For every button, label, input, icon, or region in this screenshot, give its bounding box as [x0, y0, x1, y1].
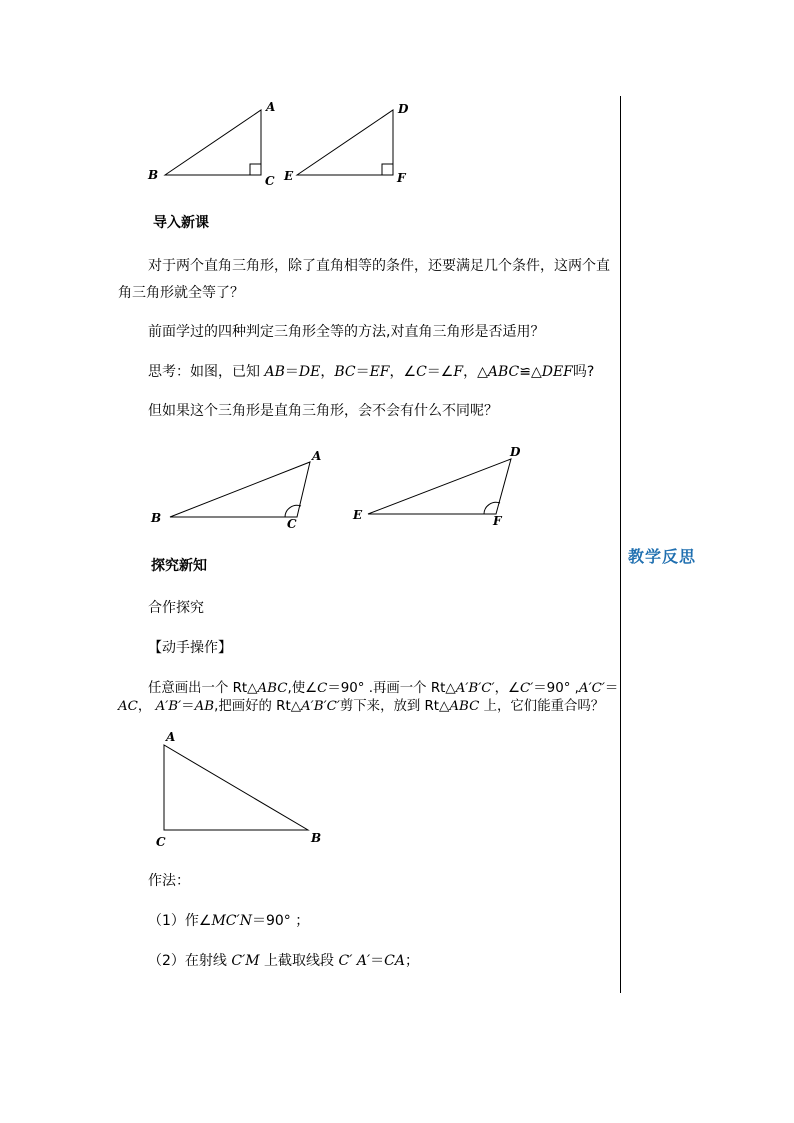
label-D: D [398, 102, 409, 116]
task-line1: 任意画出一个 Rt△ABC,使∠C＝90° .再画一个 Rt△A′B′C′，∠C′＝90° ,A′C′＝ [148, 681, 619, 696]
label2-D: D [510, 445, 521, 459]
label-C: C [265, 174, 275, 188]
label2-F: F [493, 514, 502, 528]
heading-intro: 导入新课 [153, 215, 209, 231]
method-step2: （2）在射线 C′M 上截取线段 C′ A′＝CA； [148, 953, 419, 969]
teaching-reflection-title: 教学反思 [628, 547, 697, 566]
label3-C: C [156, 835, 166, 849]
label-F: F [397, 171, 406, 185]
label-E: E [284, 169, 294, 183]
heading-explore: 探究新知 [151, 558, 207, 574]
para1-line1: 对于两个直角三角形，除了直角相等的条件，还要满足几个条件，这两个直 [148, 258, 610, 274]
para4: 但如果这个三角形是直角三角形，会不会有什么不同呢？ [148, 403, 498, 419]
think-line: 思考：如图，已知 AB＝DE，BC＝EF，∠C＝∠F，△ABC≌△DEF吗? [148, 364, 595, 380]
cooperative-explore: 合作探究 [148, 600, 204, 616]
label3-B: B [311, 831, 322, 845]
para1-line2: 角三角形就全等了？ [118, 285, 244, 301]
label2-B: B [151, 511, 162, 525]
label2-E: E [353, 508, 363, 522]
hands-on-label: 【动手操作】 [148, 640, 232, 656]
label2-C: C [287, 517, 297, 531]
label3-A: A [166, 730, 176, 744]
label-B: B [148, 168, 159, 182]
label2-A: A [312, 449, 322, 463]
task-line2: AC， A′B′＝AB,把画好的 Rt△A′B′C′剪下来，放到 Rt△ABC 上，它们能重合吗？ [118, 699, 605, 714]
label-A: A [266, 100, 276, 114]
method-step1: （1）作∠MC′N＝90° ； [148, 913, 310, 929]
para2: 前面学过的四种判定三角形全等的方法,对直角三角形是否适用？ [148, 324, 545, 340]
method-title: 作法： [148, 873, 190, 889]
triangle-acb [164, 745, 308, 830]
